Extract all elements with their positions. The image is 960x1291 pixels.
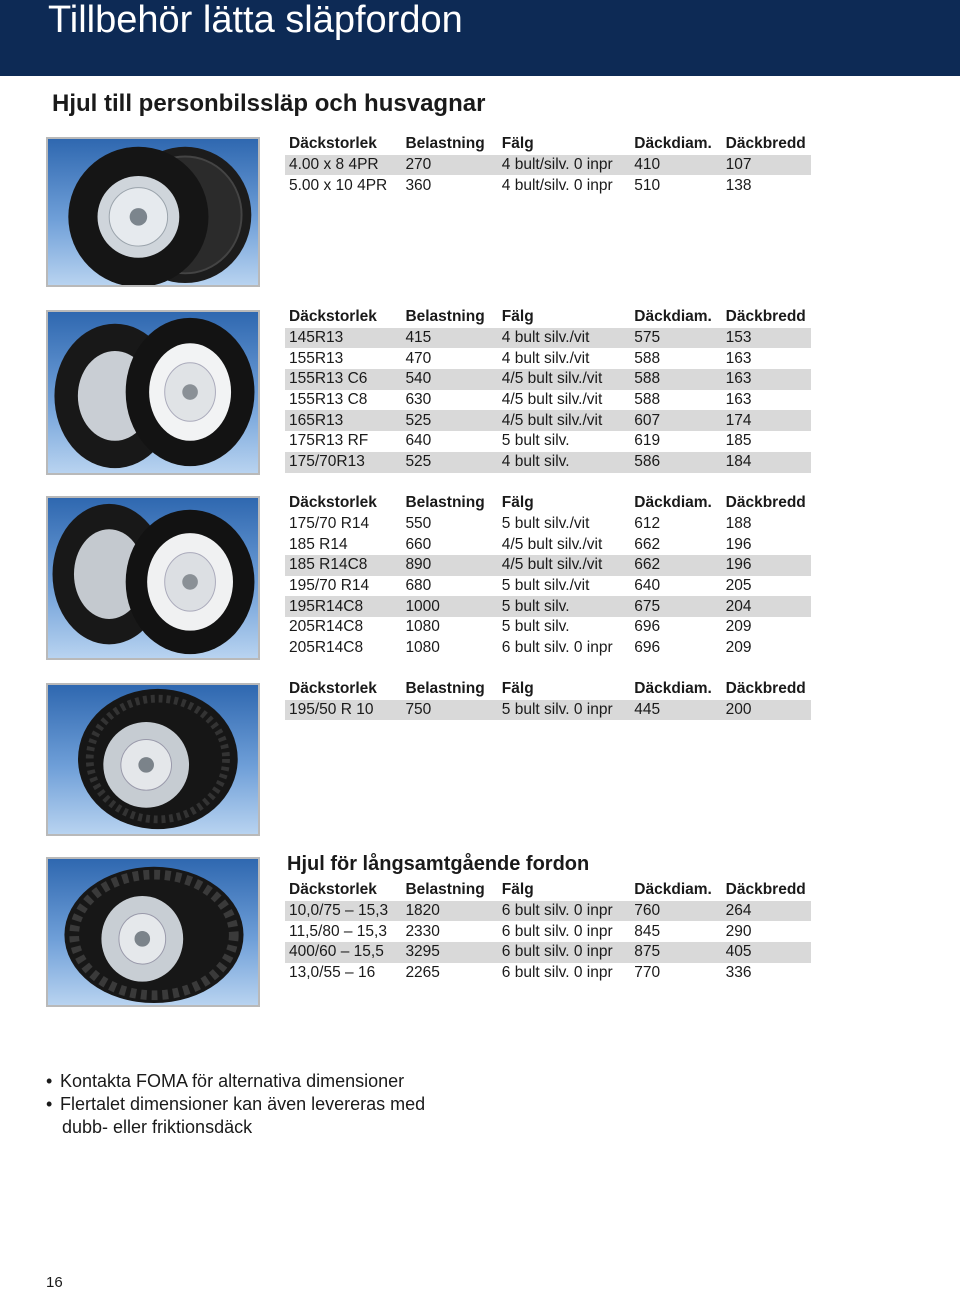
table-13-inch — [285, 307, 811, 473]
table-cell: 6 bult silv. 0 inpr — [501, 639, 613, 657]
table-cell: 510 — [634, 176, 661, 194]
table-cell: 612 — [634, 515, 661, 533]
table-cell: 550 — [405, 515, 432, 533]
table-cell: 155R13 C6 — [285, 369, 401, 390]
table-row — [285, 369, 811, 390]
table-cell: 4/5 bult silv./vit — [498, 369, 631, 390]
table-row — [285, 175, 811, 196]
column-header: Fälg — [501, 308, 534, 326]
column-header: Belastning — [405, 881, 485, 899]
table-cell: 662 — [630, 555, 721, 576]
table-cell: 155R13 C8 — [289, 391, 368, 409]
table-row — [285, 576, 811, 597]
table-cell: 196 — [725, 535, 752, 553]
column-header: Däckstorlek — [289, 881, 377, 899]
table-cell: 107 — [722, 155, 811, 176]
table-row — [285, 410, 811, 431]
table-cell: 290 — [725, 922, 752, 940]
table-cell: 5 bult silv./vit — [501, 515, 590, 533]
table-cell: 770 — [634, 964, 661, 982]
table-row — [285, 348, 811, 369]
table-cell: 410 — [630, 155, 721, 176]
table-cell: 1820 — [401, 901, 497, 922]
column-header: Däckdiam. — [634, 680, 712, 698]
table-cell: 5 bult silv. — [498, 596, 631, 617]
table-cell: 270 — [401, 155, 497, 176]
table-cell: 185 — [725, 432, 752, 450]
table-cell: 6 bult silv. 0 inpr — [501, 964, 613, 982]
table-header-row — [285, 679, 811, 700]
table-row — [285, 921, 811, 942]
table-cell: 680 — [405, 577, 432, 595]
column-header: Däckdiam. — [634, 881, 712, 899]
table-cell: 630 — [405, 391, 432, 409]
table-cell: 4/5 bult silv./vit — [501, 391, 603, 409]
table-cell: 5 bult silv. 0 inpr — [498, 700, 631, 721]
table-cell: 6 bult silv. 0 inpr — [498, 942, 631, 963]
column-header: Däckbredd — [725, 308, 806, 326]
table-row — [285, 431, 811, 452]
page-header — [0, 0, 960, 76]
column-header: Fälg — [501, 494, 534, 512]
table-cell: 3295 — [401, 942, 497, 963]
table-cell: 470 — [405, 349, 432, 367]
column-header: Däckbredd — [725, 494, 806, 512]
table-cell: 845 — [634, 922, 661, 940]
table-row — [285, 390, 811, 411]
table-cell: 175/70 R14 — [289, 515, 370, 533]
table-cell: 153 — [722, 328, 811, 349]
table-cell: 205 — [725, 577, 752, 595]
table-cell: 525 — [401, 452, 497, 473]
column-header: Belastning — [405, 135, 485, 153]
table-cell: 400/60 – 15,5 — [285, 942, 401, 963]
table-row — [285, 901, 811, 922]
table-row — [285, 596, 811, 617]
column-header: Däckstorlek — [289, 308, 377, 326]
table-row — [285, 328, 811, 349]
table-cell: 1080 — [405, 618, 440, 636]
wheel-photo-8-10-inch — [46, 137, 260, 287]
column-header: Däckbredd — [725, 680, 806, 698]
table-cell: 750 — [401, 700, 497, 721]
table-cell: 10,0/75 – 15,3 — [285, 901, 401, 922]
table-cell: 588 — [630, 369, 721, 390]
table-cell: 4/5 bult silv./vit — [498, 555, 631, 576]
wheel-photo-10-inch — [46, 683, 260, 836]
table-cell: 875 — [630, 942, 721, 963]
table-cell: 185 R14 — [289, 535, 348, 553]
table-cell: 209 — [725, 618, 752, 636]
table-header-row — [285, 880, 811, 901]
table-cell: 155R13 — [289, 349, 344, 367]
table-cell: 185 R14C8 — [285, 555, 401, 576]
table-cell: 4 bult/silv. 0 inpr — [501, 176, 613, 194]
table-cell: 200 — [722, 700, 811, 721]
table-cell: 660 — [405, 535, 432, 553]
table-cell: 195/70 R14 — [289, 577, 370, 595]
wheel-photo-13-inch — [46, 310, 260, 475]
table-cell: 540 — [401, 369, 497, 390]
table-cell: 696 — [634, 618, 661, 636]
column-header: Däckstorlek — [289, 680, 377, 698]
table-10-inch — [285, 679, 811, 720]
column-header: Belastning — [405, 680, 485, 698]
table-cell: 2265 — [405, 964, 440, 982]
table-cell: 575 — [630, 328, 721, 349]
table-cell: 138 — [725, 176, 752, 194]
table-row — [285, 963, 811, 984]
table-cell: 415 — [401, 328, 497, 349]
table-cell: 204 — [722, 596, 811, 617]
table-header-row — [285, 307, 811, 328]
table-row — [285, 155, 811, 176]
table-cell: 195R14C8 — [285, 596, 401, 617]
table-cell: 174 — [722, 410, 811, 431]
table-cell: 13,0/55 – 16 — [289, 964, 376, 982]
table-cell: 6 bult silv. 0 inpr — [501, 922, 613, 940]
wheel-photo-implement — [46, 857, 260, 1007]
table-cell: 195/50 R 10 — [285, 700, 401, 721]
table-cell: 4 bult silv./vit — [498, 328, 631, 349]
table-cell: 662 — [634, 535, 661, 553]
table-row — [285, 514, 811, 535]
table-row — [285, 700, 811, 721]
table-cell: 675 — [630, 596, 721, 617]
table-header-row — [285, 493, 811, 514]
table-cell: 264 — [722, 901, 811, 922]
table-cell: 5 bult silv. — [501, 432, 570, 450]
table-cell: 607 — [630, 410, 721, 431]
table-cell: 360 — [405, 176, 432, 194]
column-header: Däckdiam. — [634, 308, 712, 326]
table-cell: 445 — [630, 700, 721, 721]
table-cell: 336 — [725, 964, 752, 982]
table-14-inch — [285, 493, 811, 659]
column-header: Fälg — [501, 680, 534, 698]
table-row — [285, 638, 811, 659]
subsection-title: Hjul för långsamtgående fordon — [287, 853, 590, 875]
column-header: Däckdiam. — [634, 135, 712, 153]
table-cell: 4 bult/silv. 0 inpr — [498, 155, 631, 176]
table-cell: 2330 — [405, 922, 440, 940]
table-cell: 175/70R13 — [285, 452, 401, 473]
table-cell: 4.00 x 8 4PR — [285, 155, 401, 176]
column-header: Däckdiam. — [634, 494, 712, 512]
column-header: Däckbredd — [725, 881, 806, 899]
column-header: Däckstorlek — [289, 135, 377, 153]
table-cell: 640 — [405, 432, 432, 450]
table-row — [285, 942, 811, 963]
table-cell: 4 bult silv./vit — [501, 349, 590, 367]
table-cell: 588 — [634, 349, 661, 367]
table-cell: 760 — [630, 901, 721, 922]
table-cell: 586 — [630, 452, 721, 473]
column-header: Fälg — [501, 881, 534, 899]
column-header: Belastning — [405, 494, 485, 512]
table-cell: 188 — [725, 515, 752, 533]
table-cell: 525 — [401, 410, 497, 431]
table-cell: 4 bult silv. — [498, 452, 631, 473]
note-item: • Flertalet dimensioner kan även levereras med — [46, 1093, 425, 1116]
notes-list — [46, 1070, 425, 1139]
table-cell: 405 — [722, 942, 811, 963]
table-8-10-inch — [285, 134, 811, 196]
column-header: Fälg — [501, 135, 534, 153]
column-header: Däckstorlek — [289, 494, 377, 512]
table-cell: 184 — [722, 452, 811, 473]
table-cell: 1000 — [401, 596, 497, 617]
note-item: • Kontakta FOMA för alternativa dimensioner — [46, 1070, 425, 1093]
table-cell: 1080 — [405, 639, 440, 657]
table-cell: 165R13 — [285, 410, 401, 431]
table-cell: 696 — [634, 639, 661, 657]
table-cell: 205R14C8 — [289, 618, 364, 636]
table-cell: 196 — [722, 555, 811, 576]
table-row — [285, 534, 811, 555]
table-row — [285, 617, 811, 638]
table-implement-wheels — [285, 880, 811, 983]
page-title: Tillbehör lätta släpfordon — [48, 0, 463, 41]
table-cell: 6 bult silv. 0 inpr — [498, 901, 631, 922]
table-cell: 163 — [722, 369, 811, 390]
table-cell: 11,5/80 – 15,3 — [289, 922, 387, 940]
table-cell: 145R13 — [285, 328, 401, 349]
table-cell: 5 bult silv./vit — [501, 577, 590, 595]
table-cell: 588 — [634, 391, 661, 409]
table-cell: 890 — [401, 555, 497, 576]
table-row — [285, 452, 811, 473]
table-cell: 5 bult silv. — [501, 618, 570, 636]
table-header-row — [285, 134, 811, 155]
table-cell: 163 — [725, 349, 752, 367]
column-header: Belastning — [405, 308, 485, 326]
table-cell: 209 — [725, 639, 752, 657]
table-cell: 640 — [634, 577, 661, 595]
table-cell: 4/5 bult silv./vit — [498, 410, 631, 431]
note-item-continuation: dubb- eller friktionsdäck — [62, 1117, 253, 1137]
table-cell: 4/5 bult silv./vit — [501, 535, 603, 553]
table-row — [285, 555, 811, 576]
table-cell: 5.00 x 10 4PR — [289, 176, 388, 194]
column-header: Däckbredd — [725, 135, 806, 153]
table-cell: 205R14C8 — [289, 639, 364, 657]
table-cell: 163 — [725, 391, 752, 409]
table-cell: 619 — [634, 432, 661, 450]
wheel-photo-14-inch — [46, 496, 260, 660]
page-number: 16 — [46, 1274, 63, 1291]
table-cell: 175R13 RF — [289, 432, 369, 450]
section-title: Hjul till personbilssläp och husvagnar — [52, 90, 486, 117]
